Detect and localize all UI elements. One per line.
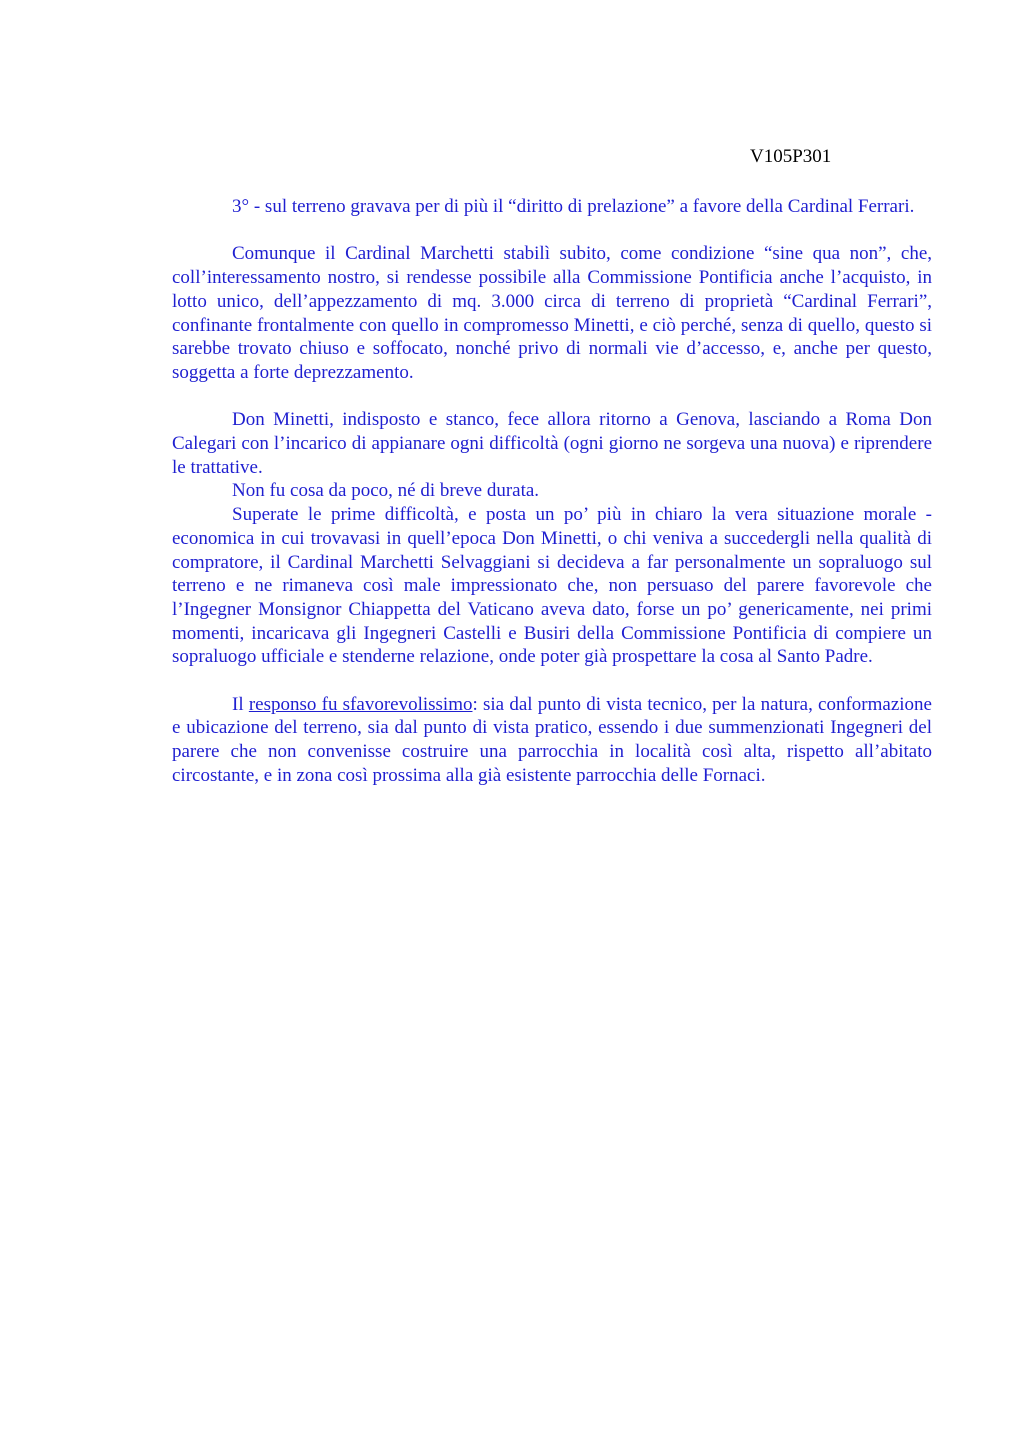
- paragraph-non-fu-cosa: Non fu cosa da poco, né di breve durata.: [232, 480, 540, 502]
- paragraph-prelazione: 3° - sul terreno gravava per di più il “diritto di prelazione” a favore della Cardinal Ferrari.: [232, 196, 915, 217]
- paragraph-sopraluogo: Superate le prime difficoltà, e posta un po’ più in chiaro la vera situazione morale - economica in cui trovavasi in quell’epoca Don Minetti, o chi veniva a succedergli nella qualità di compratore, il Cardinal Marchetti Selvaggiani si decideva a far personalmente un sopraluogo sul terreno e ne rimaneva così male impressionato che, non persuaso del parere favorevole che l’Ingegner Monsignor Chiappetta del Vaticano aveva dato, forse un po’ genericamente, nei primi momenti, incaricava gli Ingegneri Castelli e Busiri della Commissione Pontificia di compiere un sopraluogo ufficiale e stenderne relazione, onde poter già prospettare la cosa al Santo Padre.: [172, 504, 932, 668]
- responso-prefix: Il: [232, 693, 249, 715]
- paragraph-condizione: Comunque il Cardinal Marchetti stabilì subito, come condizione “sine qua non”, che, coll’interessamento nostro, si rendesse possibile alla Commissione Pontificia anche l’acquisto, in lotto unico, dell’appezzamento di mq. 3.000 circa di terreno di proprietà “Cardinal Ferrari”, confinante frontalmente con quello in compromesso Minetti, e ciò perché, senza di quello, questo si sarebbe trovato chiuso e soffocato, nonché privo di normali vie d’accesso, e, anche per questo, soggetta a forte deprezzamento.: [172, 243, 932, 383]
- paragraph-responso: [172, 693, 932, 788]
- document-body: [172, 195, 932, 788]
- responso-suffix: : sia dal punto di vista tecnico, per la natura, conformazione e ubicazione del terreno, sia dal punto di vista pratico, essendo i due summenzionati Ingegneri del parere che non convenisse costruire una parrocchia in località così alta, rispetto all’abitato circostante, e in zona così prossima alla già esistente parrocchia delle Fornaci.: [172, 693, 932, 786]
- paragraph-gap: [172, 219, 932, 243]
- paragraph-don-minetti: Don Minetti, indisposto e stanco, fece allora ritorno a Genova, lasciando a Roma Don Calegari con l’incarico di appianare ogni difficoltà (ogni giorno ne sorgeva una nuova) e riprendere le trattative.: [172, 409, 932, 478]
- paragraph-gap: [172, 669, 932, 693]
- document-id: V105P301: [750, 146, 832, 167]
- responso-underlined: responso fu sfavorevolissimo: [248, 693, 473, 715]
- paragraph-gap: [172, 385, 932, 409]
